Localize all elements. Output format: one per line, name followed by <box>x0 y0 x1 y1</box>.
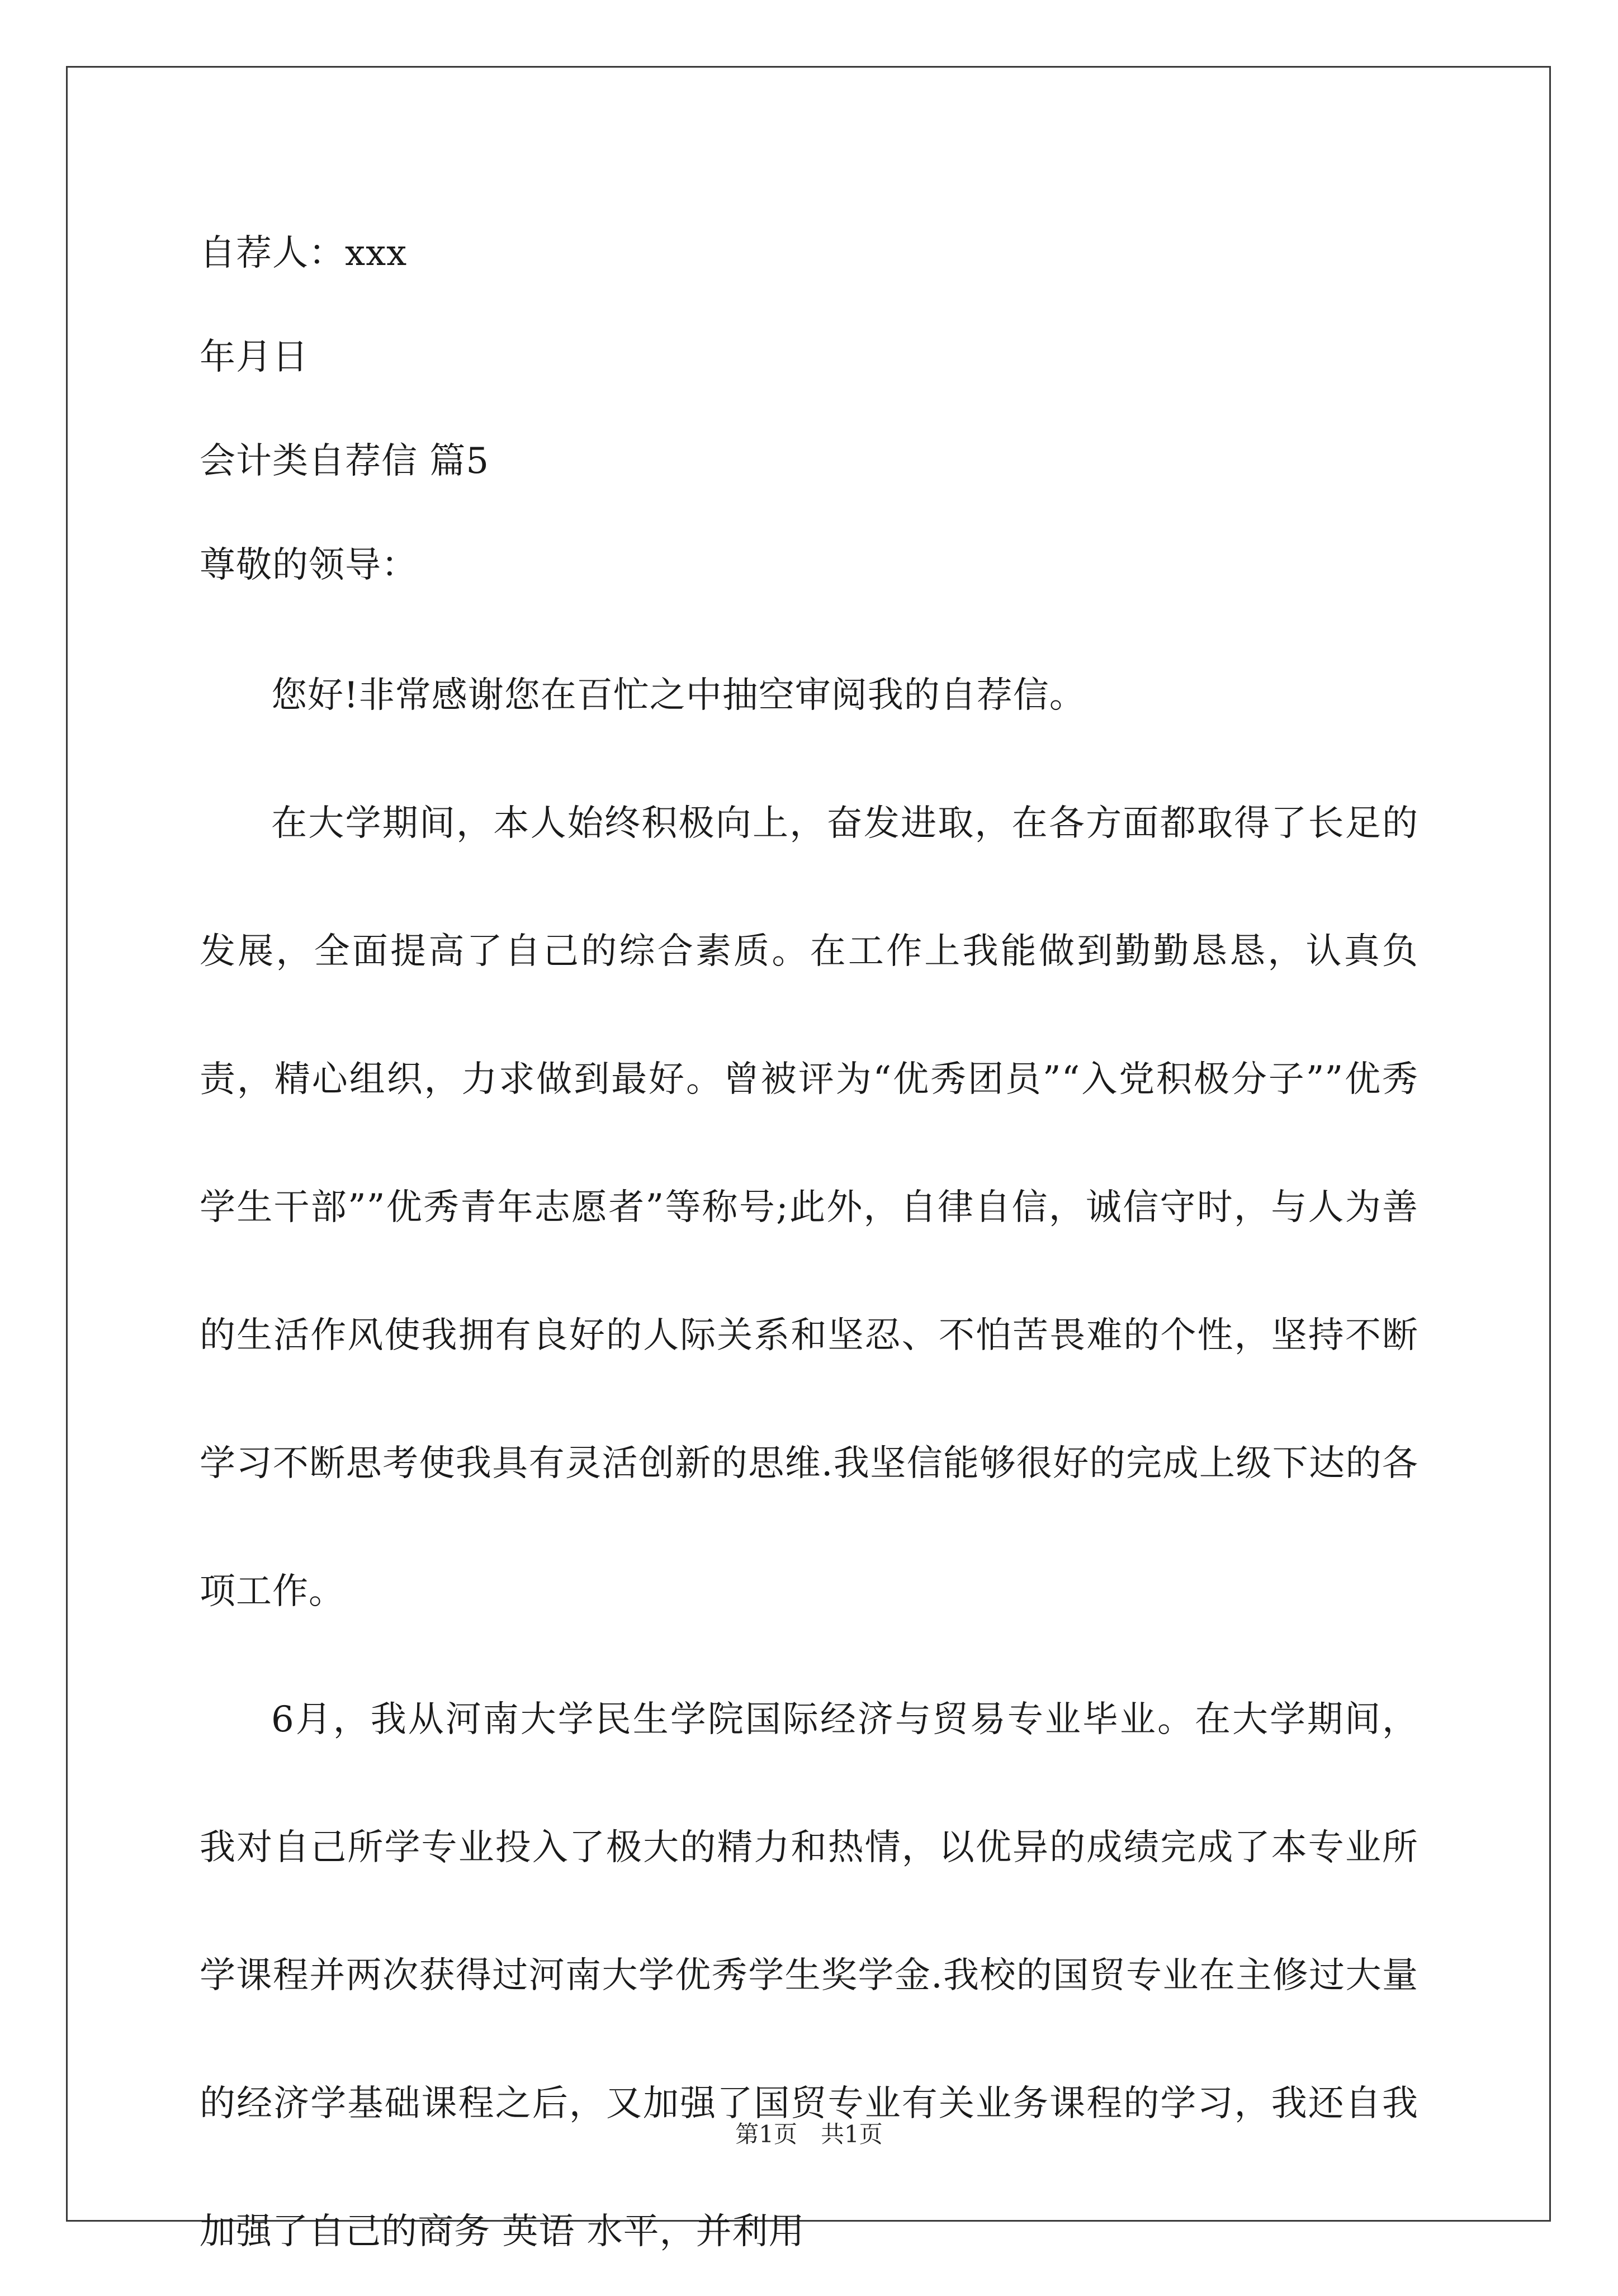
paragraph-university: 在大学期间，本人始终积极向上，奋发进取，在各方面都取得了长足的发展，全面提高了自己的综合素质。在工作上我能做到勤勤恳恳，认真负责，精心组织，力求做到最好。曾被评为“优秀团员”“入党积极分子””优秀学生干部””优秀青年志愿者”等称号;此外，自律自信，诚信守时，与人为善的生活作风使我拥有良好的人际关系和坚忍、不怕苦畏难的个性，坚持不断学习不断思考使我具有灵活创新的思维.我坚信能够很好的完成上级下达的各项工作。 <box>200 803 1418 1612</box>
signature-line: 自荐人：xxx <box>200 233 408 274</box>
paragraph-graduation: 6月，我从河南大学民生学院国际经济与贸易专业毕业。在大学期间，我对自己所学专业投入了极大的精力和热情，以优异的成绩完成了本专业所学课程并两次获得过河南大学优秀学生奖学金.我校的国贸专业在主修过大量的经济学基础课程之后，又加强了国贸专业有关业务课程的学习，我还自我加强了自己的商务 英语 水平，并利用 <box>200 1699 1418 2252</box>
date-line: 年月日 <box>200 337 309 378</box>
letter-heading: 会计类自荐信 篇5 <box>200 441 490 482</box>
paragraph-greeting: 您好!非常感谢您在百忙之中抽空审阅我的自荐信。 <box>271 675 1086 716</box>
page-footer: 第1页 共1页 <box>735 2120 883 2148</box>
salutation: 尊敬的领导： <box>200 545 418 586</box>
